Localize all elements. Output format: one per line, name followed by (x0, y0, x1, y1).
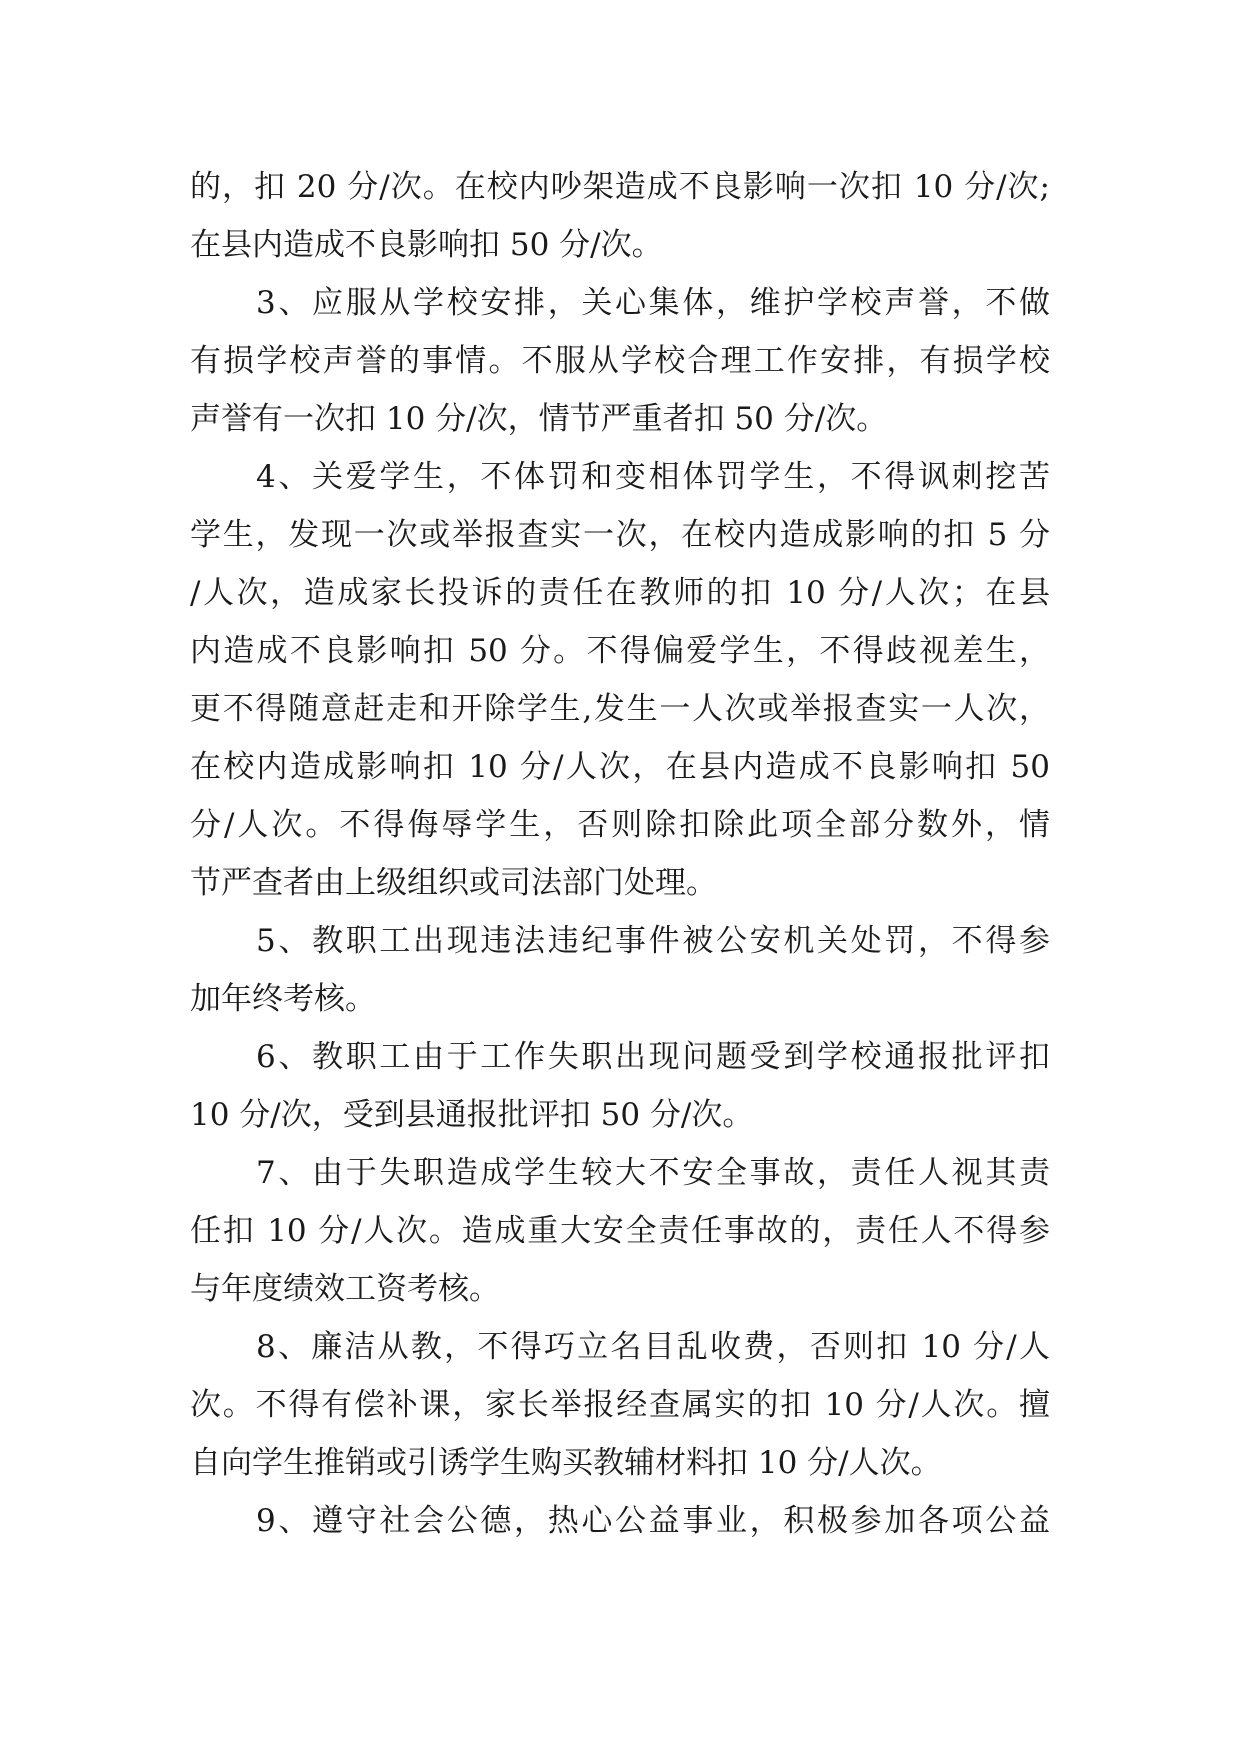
text-line: /人次，造成家长投诉的责任在教师的扣 10 分/人次；在县 (190, 575, 1050, 611)
paragraph-item-8: 8、廉洁从教，不得巧立名目乱收费，否则扣 10 分/人 (256, 1329, 1050, 1365)
text-line: 次。不得有偿补课，家长举报经查属实的扣 10 分/人次。擅 (190, 1387, 1050, 1423)
text-line: 在校内造成影响扣 10 分/人次，在县内造成不良影响扣 50 (190, 749, 1050, 785)
text-line: 在县内造成不良影响扣 50 分/次。 (190, 227, 663, 263)
paragraph-item-4: 4、关爱学生，不体罚和变相体罚学生，不得讽刺挖苦 (256, 459, 1050, 495)
text-line: 节严查者由上级组织或司法部门处理。 (190, 865, 717, 901)
document-body (190, 158, 1050, 1550)
paragraph-item-7: 7、由于失职造成学生较大不安全事故，责任人视其责 (256, 1155, 1050, 1191)
paragraph-item-5: 5、教职工出现违法违纪事件被公安机关处罚，不得参 (256, 923, 1050, 959)
text-line: 更不得随意赶走和开除学生,发生一人次或举报查实一人次， (190, 691, 1050, 727)
text-line: 自向学生推销或引诱学生购买教辅材料扣 10 分/人次。 (190, 1445, 942, 1481)
text-line: 的，扣 20 分/次。在校内吵架造成不良影响一次扣 10 分/次; (190, 169, 1050, 205)
paragraph-item-6: 6、教职工由于工作失职出现问题受到学校通报批评扣 (256, 1039, 1050, 1075)
text-line: 分/人次。不得侮辱学生，否则除扣除此项全部分数外，情 (190, 807, 1050, 843)
paragraph-item-3: 3、应服从学校安排，关心集体，维护学校声誉，不做 (256, 285, 1050, 321)
text-line: 学生，发现一次或举报查实一次，在校内造成影响的扣 5 分 (190, 517, 1050, 553)
text-line: 10 分/次，受到县通报批评扣 50 分/次。 (190, 1097, 754, 1133)
text-line: 加年终考核。 (190, 981, 376, 1017)
text-line: 与年度绩效工资考核。 (190, 1271, 500, 1307)
text-line: 内造成不良影响扣 50 分。不得偏爱学生，不得歧视差生， (190, 633, 1050, 669)
text-line: 声誉有一次扣 10 分/次，情节严重者扣 50 分/次。 (190, 401, 888, 437)
text-line: 任扣 10 分/人次。造成重大安全责任事故的，责任人不得参 (190, 1213, 1050, 1249)
text-line: 有损学校声誉的事情。不服从学校合理工作安排，有损学校 (190, 343, 1050, 379)
paragraph-item-9: 9、遵守社会公德，热心公益事业，积极参加各项公益 (256, 1503, 1050, 1539)
